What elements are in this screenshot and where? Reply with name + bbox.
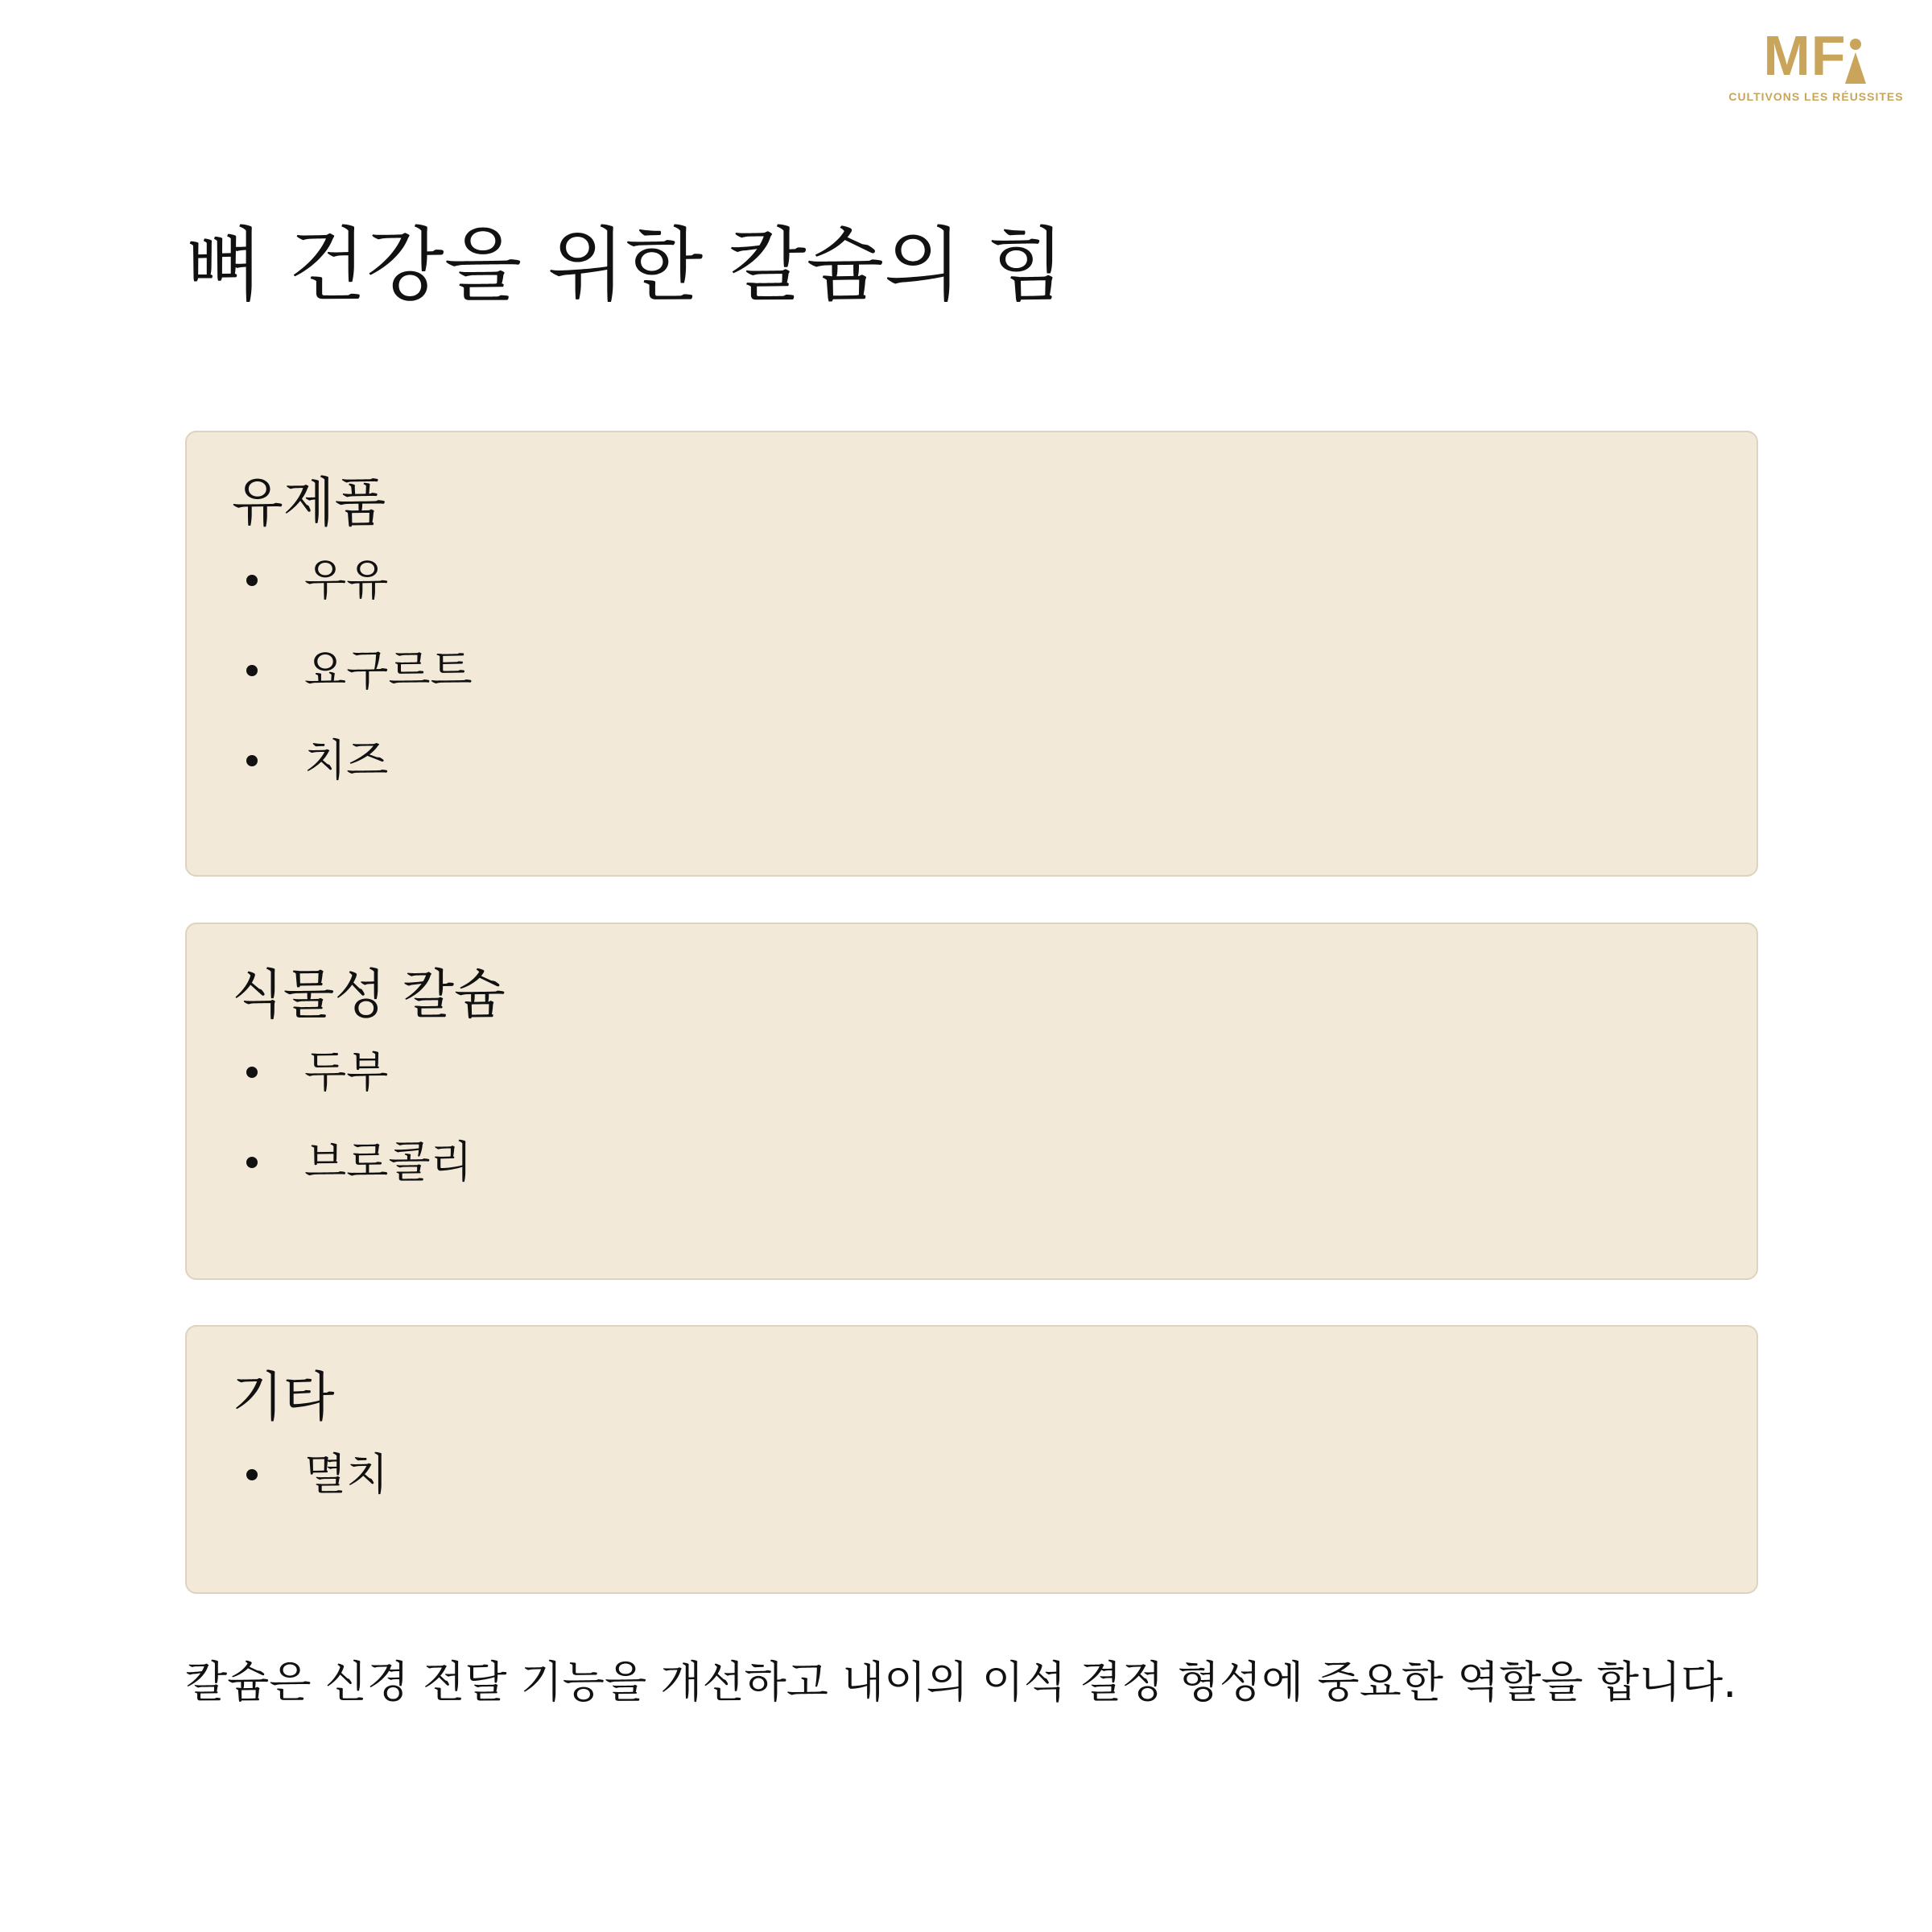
card-title: 식물성 칼슘 (232, 964, 506, 1026)
page-title: 뼈 건강을 위한 칼슘의 힘 (185, 218, 1066, 312)
list-item-label: 요구르트 (304, 645, 473, 696)
list-item (232, 732, 1711, 822)
list-item-label: 치즈 (304, 735, 389, 786)
list-item (232, 551, 1711, 642)
bullet-icon (246, 1067, 258, 1078)
list-item-label: 멸치 (304, 1449, 389, 1500)
list-item-label: 브로콜리 (304, 1137, 473, 1187)
card-plant-calcium (185, 923, 1758, 1280)
bullet-icon (246, 1157, 258, 1168)
card-other (185, 1325, 1758, 1594)
card-title: 기타 (232, 1366, 335, 1428)
mfr-logo (1719, 24, 1913, 103)
footer-note: 칼슘은 신경 전달 기능을 개선하고 내이의 이석 결정 형성에 중요한 역할을 합니다. (185, 1657, 1737, 1707)
person-figure-icon (1842, 39, 1869, 84)
bullet-icon (246, 1469, 258, 1480)
bullet-icon (246, 665, 258, 676)
list-item (232, 1043, 1711, 1133)
logo-letters: MF (1763, 24, 1847, 87)
card-title: 유제품 (232, 472, 386, 534)
bullet-icon (246, 575, 258, 586)
list-item (232, 1446, 1711, 1536)
card-dairy (185, 431, 1758, 877)
list-item-label: 우유 (304, 555, 389, 605)
list-item-label: 두부 (304, 1046, 389, 1097)
logo-wordmark (1719, 24, 1913, 87)
bullet-icon (246, 755, 258, 766)
card-list (232, 1043, 1711, 1224)
card-list (232, 1446, 1711, 1536)
list-item (232, 1133, 1711, 1224)
card-list (232, 551, 1711, 822)
logo-tagline: CULTIVONS LES RÉUSSITES (1728, 90, 1904, 103)
list-item (232, 642, 1711, 732)
